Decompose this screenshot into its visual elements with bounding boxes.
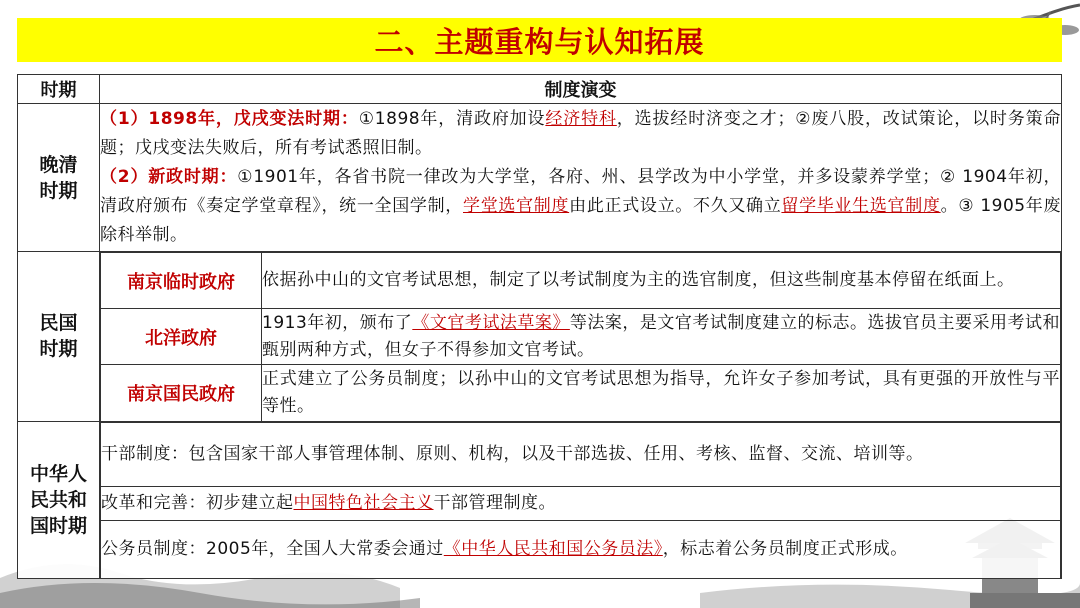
late-qing-content <box>100 104 1062 252</box>
republic-subtable <box>100 252 1061 421</box>
republic-row <box>18 252 1062 422</box>
period-prc <box>18 421 100 579</box>
text: ①1901年，各省书院一律改为大学堂，各府、州、县学改为中小学堂，并多设蒙养学堂；② 1904年初，清政府颁布《奏定学堂章程》，统一全国学制， <box>100 167 1061 216</box>
institution-evolution-table <box>17 74 1062 579</box>
gov-nanjing-national: 南京国民政府 <box>101 365 262 421</box>
text: 改革和完善：初步建立起 <box>101 492 294 513</box>
republic-subrow <box>101 365 1061 421</box>
prc-subrow <box>101 422 1061 486</box>
page-title: 二、主题重构与认知拓展 <box>374 24 705 59</box>
late-qing-para-2 <box>100 163 1061 250</box>
gov-text <box>262 309 1061 365</box>
prc-content <box>100 421 1062 579</box>
header-evolution: 制度演变 <box>100 75 1062 104</box>
highlight-economic-special: 经济特科 <box>545 109 617 129</box>
period-late-qing-label: 晚清 时期 <box>39 153 78 202</box>
table-header-row <box>18 75 1062 104</box>
text: 等法案，是文官考试制度建立的标志。选拔官员主要采用考试和甄别两种方式，但女子不得参加文官考试。 <box>262 312 1061 360</box>
gov-text <box>262 365 1061 421</box>
title-banner <box>17 18 1062 62</box>
republic-subrow <box>101 309 1061 365</box>
prc-row <box>18 421 1062 579</box>
text: 正式建立了公务员制度；以孙中山的文官考试思想为指导，允许女子参加考试，具有更强的开放性与平等性。 <box>262 368 1060 416</box>
period-republic-label: 民国 时期 <box>39 312 78 361</box>
gov-nanjing-provisional: 南京临时政府 <box>101 253 262 309</box>
prc-subrow <box>101 520 1061 578</box>
period-republic <box>18 252 100 422</box>
republic-content <box>100 252 1062 422</box>
text: 1913年初，颁布了 <box>262 312 413 333</box>
late-qing-para-1 <box>100 105 1061 163</box>
period-label-new-policy: （2）新政时期： <box>100 167 238 187</box>
text: 。③ 1905年废除科举制。 <box>100 196 1061 245</box>
period-late-qing <box>18 104 100 252</box>
text: 干部管理制度。 <box>433 492 556 513</box>
text: 依据孙中山的文官考试思想，制定了以考试制度为主的选官制度，但这些制度基本停留在纸面上。 <box>262 270 1015 290</box>
text: 由此正式设立。不久又确立 <box>569 196 782 216</box>
highlight-school-selection: 学堂选官制度 <box>463 196 570 216</box>
gov-beiyang: 北洋政府 <box>101 309 262 365</box>
text: ，选拔经时济变之才；②废八股，改试策论，以时务策命题；戊戌变法失败后，所有考试悉照旧制。 <box>100 109 1061 158</box>
text: ，标志着公务员制度正式形成。 <box>662 539 908 560</box>
highlight-overseas-graduate: 留学毕业生选官制度 <box>781 196 941 216</box>
period-label-1898: （1）1898年，戊戌变法时期： <box>100 109 359 129</box>
text: 公务员制度：2005年，全国人大常委会通过 <box>101 539 444 560</box>
cadre-system-text: 干部制度：包含国家干部人事管理体制、原则、机构，以及干部选拔、任用、考核、监督、交流、培训等。 <box>101 422 1061 486</box>
civil-servant-text <box>101 520 1061 578</box>
period-prc-label: 中华人 民共和 国时期 <box>29 462 87 537</box>
reform-text <box>101 486 1061 520</box>
highlight-socialism: 中国特色社会主义 <box>293 492 434 513</box>
late-qing-row <box>18 104 1062 252</box>
header-period: 时期 <box>18 75 100 104</box>
prc-subtable <box>100 422 1061 579</box>
highlight-civil-exam-draft: 《文官考试法草案》 <box>412 312 570 333</box>
prc-subrow <box>101 486 1061 520</box>
gov-text <box>262 253 1061 309</box>
text: ①1898年，清政府加设 <box>358 109 546 129</box>
highlight-civil-servant-law: 《中华人民共和国公务员法》 <box>443 539 663 560</box>
republic-subrow <box>101 253 1061 309</box>
